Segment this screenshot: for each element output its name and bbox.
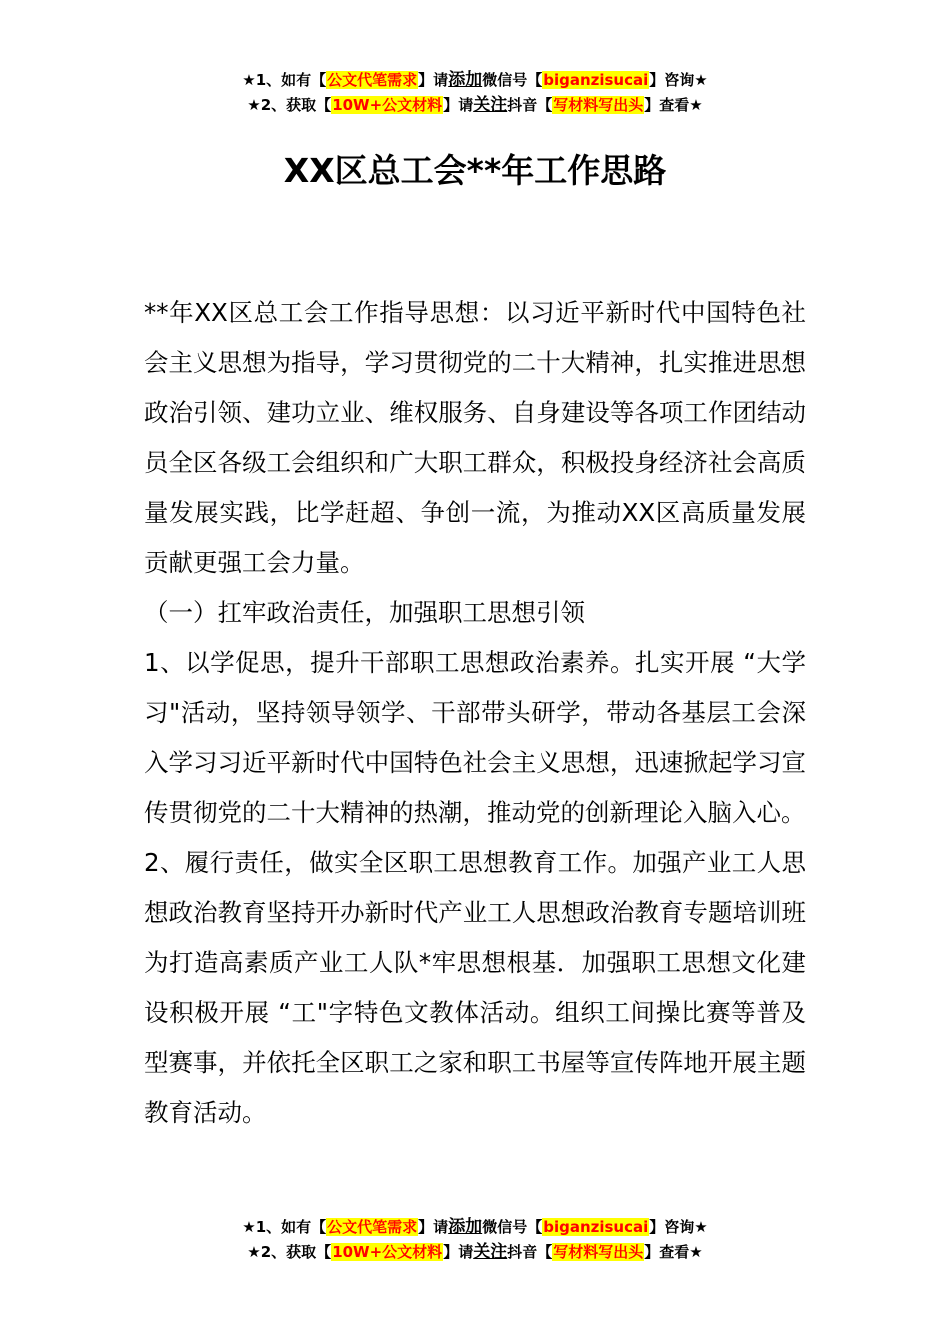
banner-line-2: ★2、获取【10W+公文材料】请关注抖音【写材料写出头】查看★ [247,1242,703,1262]
header-banner [0,68,950,118]
document-title: XX区总工会**年工作思路 [283,151,667,190]
banner-line-2: ★2、获取【10W+公文材料】请关注抖音【写材料写出头】查看★ [247,95,703,115]
highlight-service: 公文代笔需求 [327,1218,418,1236]
banner-line-1: ★1、如有【公文代笔需求】请添加微信号【biganzisucai】咨询★ [242,70,708,90]
banner-line-1: ★1、如有【公文代笔需求】请添加微信号【biganzisucai】咨询★ [242,1217,708,1237]
document-body [144,288,806,1138]
paragraph-guiding-thought: **年XX区总工会工作指导思想：以习近平新时代中国特色社会主义思想为指导，学习贯彻党的二十大精神，扎实推进思想政治引领、建功立业、维权服务、自身建设等各项工作团结动员全区各级工会组织和广大职工群众，积极投身经济社会高质量发展实践，比学赶超、争创一流，为推动XX区高质量发展贡献更强工会力量。 [144,298,806,577]
footer-banner [0,1215,950,1265]
highlight-douyin-account: 写材料写出头 [553,1243,644,1261]
section-heading-1: （一）扛牢政治责任，加强职工思想引领 [144,598,585,627]
highlight-materials: 10W+公文材料 [332,1243,443,1261]
highlight-wechat-id: biganzisucai [543,1218,649,1236]
highlight-service: 公文代笔需求 [327,71,418,89]
paragraph-item-1: 1、以学促思，提升干部职工思想政治素养。扎实开展 “大学习"活动，坚持领导领学、干部带头研学，带动各基层工会深入学习习近平新时代中国特色社会主义思想，迅速掀起学习宣传贯彻党的二十大精神的热潮，推动党的创新理论入脑入心。 [144,648,806,827]
paragraph-item-2: 2、履行责任，做实全区职工思想教育工作。加强产业工人思想政治教育坚持开办新时代产业工人思想政治教育专题培训班为打造高素质产业工人队*牢思想根基．加强职工思想文化建设积极开展 “工"字特色文教体活动。组织工间操比赛等普及型赛事，并依托全区职工之家和职工书屋等宣传阵地开展主题教育活动。 [144,848,806,1127]
highlight-materials: 10W+公文材料 [332,96,443,114]
highlight-douyin-account: 写材料写出头 [553,96,644,114]
highlight-wechat-id: biganzisucai [543,71,649,89]
